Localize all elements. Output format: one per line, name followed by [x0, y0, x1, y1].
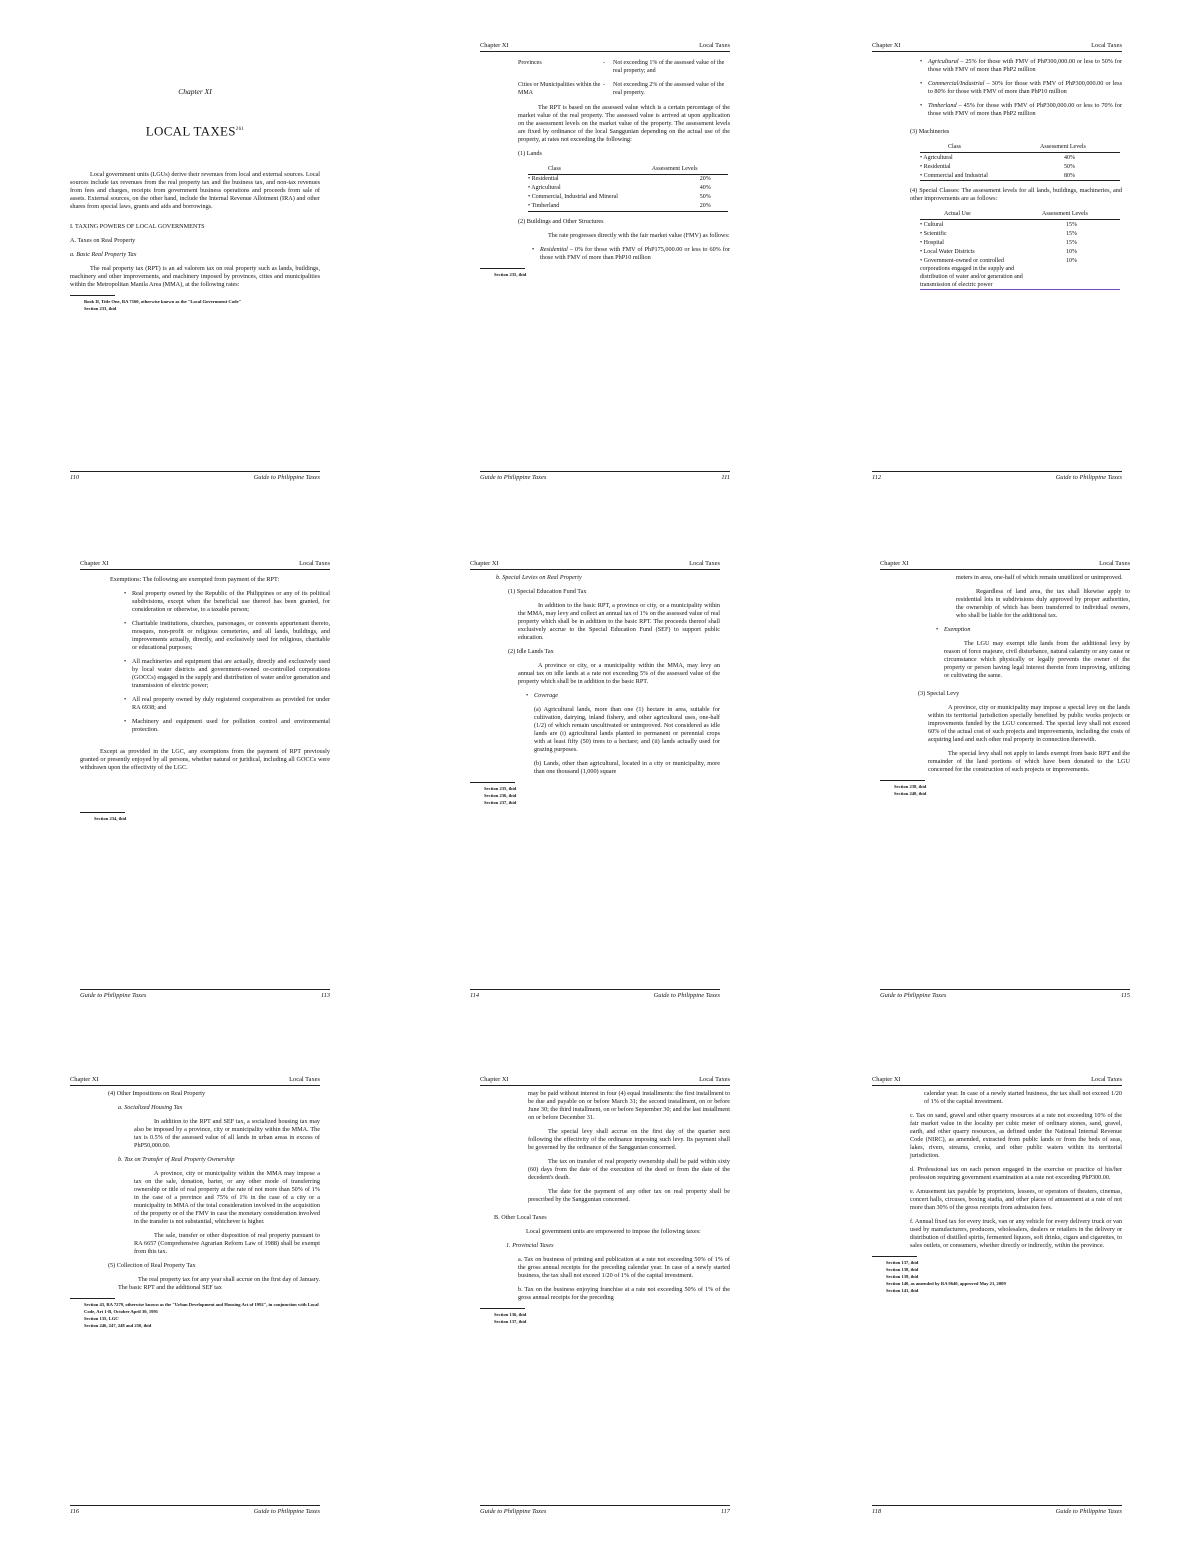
footnote: Section 139, ibid [886, 1274, 919, 1279]
list-item: • Exemption [936, 626, 1130, 634]
body-paragraph: The RPT is based on the assessed value which is a certain percentage of the market value of the real property. The assessed value is arrived at upon application on the assessment levels on the market value of the property. The assessment levels are fixed by ordinance of the local Sanggunian depending on the actual use of the property, at rates not exceeding the following: [518, 103, 730, 143]
page-header: Chapter XI Local Taxes [872, 1076, 1122, 1086]
body-paragraph: The LGU may exempt idle lands from the additional levy by reason of force majeure, civil disturbance, natural calamity or any cause or circumstance which physically or legally prevents the owner of the property or person having legal interest therein from improving, utilizing or cultivating the same. [944, 640, 1130, 679]
provincial-taxes-heading: 1. Provincial Taxes [506, 1242, 554, 1249]
tax-item: c. Tax on sand, gravel and other quarry resources at a rate not exceeding 10% of the fair market value in the locality per cubic meter of ordinary stones, sand, gravel, earth, and other quarry resources, as defined under the National Internal Revenue Code (NIRC), as amended, extracted from public lands or from the beds of seas, lakes, rivers, streams, creeks, and other public waters within its territorial jurisdiction. [910, 1112, 1122, 1159]
body-paragraph: A province, city or municipality may impose a special levy on the lands within its territorial jurisdiction specially benefited by public works projects or improvements funded by the LGU concerned. The special levy shall not exceed 60% of the actual cost of such projects and improvements, including the costs of acquiring land and such other real property in connection therewith. [928, 704, 1130, 743]
footnote: Section 136, ibid [494, 1312, 527, 1317]
section-heading: I. TAXING POWERS OF LOCAL GOVERNMENTS [70, 223, 205, 231]
list-item: • Real property owned by the Republic of the Philippines or any of its political subdivisions, except when the beneficial use thereof has been granted, for consideration or otherwise, to a taxable person; [124, 590, 330, 614]
list-item: • Charitable institutions, churches, parsonages, or convents appurtenant thereto, mosques, non-profit or religious cemeteries, and all lands, buildings, and improvements actually, directly, and exclusively used for religious, charitable or educational purposes; [124, 620, 330, 652]
page-number: 115 [1120, 992, 1130, 999]
page-header: Chapter XI Local Taxes [880, 560, 1130, 570]
body-paragraph: The special levy shall not apply to lands exempt from basic RPT and the remainder of the land portions of which have been donated to the LGU concerned for the construction of such projects or improvements. [928, 750, 1130, 773]
body-paragraph: The real property tax (RPT) is an ad valorem tax on real property such as lands, buildings, machinery and other improvements, and machinery imposed by provinces, cities and municipalities within the Metropolitan Manila Area (MMA), at the following rates: [70, 265, 320, 289]
page-114 [470, 560, 720, 1000]
page-footer [480, 471, 730, 482]
page-number: 112 [872, 474, 882, 481]
page-header: Chapter XI Local Taxes [80, 560, 330, 570]
body-paragraph: A province or city, or a municipality within the MMA, may levy an annual tax on idle lands at a rate not exceeding 5% of the assessed value of the property which shall be in addition to the basic RPT. [518, 662, 720, 685]
tax-item: e. Amusement tax payable by proprietors, lessees, or operators of theaters, cinemas, concert halls, circuses, boxing stadia, and other places of amusement at a rate of not more than 30% of the gross receipts from admission fees. [910, 1188, 1122, 1211]
sub-subsection-heading: a. Basic Real Property Tax [70, 251, 137, 259]
col-class: Class [528, 164, 640, 175]
body-paragraph: The real property tax for any year shall accrue on the first day of January. The basic RPT and the additional SEF tax [118, 1276, 320, 1291]
page-footer [880, 989, 1130, 1000]
body-paragraph: Except as provided in the LGC, any exemptions from the payment of RPT previously granted or presently enjoyed by all persons, whether natural or juridical, including all GOCCs were withdrawn upon the effectivity of the LGC. [80, 748, 330, 771]
footnote: Section 137, ibid [886, 1260, 919, 1265]
footnote: Section 235, ibid [494, 271, 527, 277]
footnote-divider [70, 295, 115, 296]
col-class: Class [920, 142, 1028, 153]
body-paragraph: meters in area, one-half of which remain unutilized or unimproved. [956, 574, 1123, 581]
page-113 [80, 560, 330, 1000]
table-row: • Residential 50% [920, 163, 1076, 170]
page-footer [470, 989, 720, 1000]
footnote: Section 43, RA 7279, otherwise known as the "Urban Development and Housing Act of 1992", in conjunction with Local Code, Art 1-B, October April 30, 1991 [84, 1302, 319, 1314]
housing-tax-heading: a. Socialized Housing Tax [118, 1104, 183, 1111]
exemptions-heading: Exemptions: The following are exempted from payment of the RPT: [110, 576, 280, 583]
page-number: 118 [872, 1508, 882, 1515]
special-classes-table [920, 209, 1120, 290]
list-item: • Timberland – 45% for those with FMV of PhP300,000.00 or less to 70% for those with FMV of more than PhP2 million [920, 102, 1122, 118]
rate-table [480, 58, 730, 98]
page-title: LOCAL TAXES$^{261}$ [145, 123, 245, 139]
table-row: • Agricultural 40% [920, 154, 1076, 161]
table-row: • Residential 20% [528, 176, 711, 182]
book-title: Guide to Philippine Taxes [253, 474, 320, 481]
page-number: 113 [320, 992, 330, 999]
page-footer [872, 1505, 1122, 1516]
table-row: • Government-owned or controlled corporations engaged in the supply and distribution of water and/or generation and transmission of electric power 10% [920, 256, 1120, 290]
footnote: Section 236, ibid [484, 793, 517, 798]
subsection-heading: A. Taxes on Real Property [70, 237, 136, 245]
footnote-divider [480, 1308, 525, 1309]
body-paragraph: In addition to the basic RPT, a province or city, or a municipality within the MMA, may levy and collect an annual tax of 1% on the assessed value of real property which shall be in addition to the basic RPT. The proceeds thereof shall exclusively accrue to the Special Education Fund (SEF) to support public education. [518, 602, 720, 641]
footnote: Section 240, ibid [894, 791, 927, 796]
title-footnote-ref: 261 [235, 127, 245, 132]
special-classes-heading: (4) Special Classes: The assessment levels for all lands, buildings, machineries, and other improvements are as follows: [910, 187, 1122, 202]
machineries-heading: (3) Machineries [910, 128, 950, 135]
subsection-heading: (4) Other Impositions on Real Property [108, 1090, 206, 1097]
footnote-divider [70, 1298, 115, 1299]
book-title: Guide to Philippine Taxes [480, 474, 547, 481]
page-115 [880, 560, 1130, 1000]
page-116 [70, 1076, 320, 1516]
special-levy-heading: (3) Special Levy [918, 690, 960, 697]
table-row: • Agricultural 40% [528, 185, 711, 191]
page-footer [80, 989, 330, 1000]
footnote-divider [80, 812, 125, 813]
machineries-table [920, 142, 1120, 181]
page-header: Chapter XI Local Taxes [480, 42, 730, 52]
list-item: • Commercial/Industrial – 30% for those with FMV of PhP300,000.00 or less to 80% for those with FMV of more than PhP10 million [920, 80, 1122, 96]
table-row: • Timberland 20% [528, 202, 728, 212]
page-number: 116 [70, 1508, 80, 1515]
page-footer [70, 471, 320, 482]
page-number: 114 [470, 992, 480, 999]
list-item: • All real property owned by duly registered cooperatives as provided for under RA 6938; and [124, 696, 330, 712]
body-paragraph: may be paid without interest in four (4) equal installments: the first installment to be due and payable on or before March 31; the second installment, on or before June 30; the third installment, on or before September 30; and the last installment on or before December 31. [528, 1090, 730, 1121]
book-title: Guide to Philippine Taxes [253, 1508, 320, 1515]
col-level: Assessment Levels [1030, 209, 1120, 220]
list-item: • Coverage [526, 692, 720, 700]
book-title: Guide to Philippine Taxes [480, 1508, 547, 1515]
footnote: Section 138, ibid [886, 1267, 919, 1272]
book-title: Guide to Philippine Taxes [880, 992, 947, 999]
body-paragraph: The date for the payment of any other tax on real property shall be prescribed by the Sanggunian concerned. [528, 1188, 730, 1203]
footnote: Section 237, ibid [484, 800, 517, 805]
page-112 [872, 42, 1122, 482]
tax-item: d. Professional tax on each person engaged in the exercise or practice of his/her profession requiring government examination at a rate not exceeding PhP300.00. [910, 1166, 1122, 1181]
col-level: Assessment Levels [640, 164, 728, 175]
lands-heading: (1) Lands [518, 149, 542, 157]
page-header: Chapter XI Local Taxes [872, 42, 1122, 52]
page-118 [872, 1076, 1122, 1516]
page-header: Chapter XI Local Taxes [70, 1076, 320, 1086]
tax-item: a. Tax on business of printing and publication at a rate not exceeding 50% of 1% of the gross annual receipts for the preceding calendar year. In case of a newly started business, the tax shall not exceed 1/20 of 1% of the capital investment. [518, 1256, 730, 1279]
table-row: • Hospital 15% [920, 239, 1077, 246]
page-117 [480, 1076, 730, 1516]
footnote-divider [470, 782, 515, 783]
body-paragraph: Local government units are empowered to impose the following taxes: [526, 1228, 701, 1235]
page-110 [70, 42, 320, 482]
book-title: Guide to Philippine Taxes [653, 992, 720, 999]
body-paragraph: The special levy shall accrue on the first day of the quarter next following the effectivity of the ordinance imposing such levy. Its payment shall be governed by the ordinance of the Sanggunian concerned. [528, 1128, 730, 1151]
body-paragraph: calendar year. In case of a newly started business, the tax shall not exceed 1/20 of 1% of the capital investment. [924, 1090, 1122, 1105]
lands-table [528, 164, 728, 212]
footnote: Section 234, ibid [94, 816, 127, 821]
page-number: 110 [70, 474, 80, 481]
book-title: Guide to Philippine Taxes [80, 992, 147, 999]
footnote: Section 246, 247, 248 and 250, ibid [84, 1323, 152, 1328]
footnote: Section 235, ibid [484, 786, 517, 791]
footnote: Section 135, LGC [84, 1316, 119, 1321]
page-footer [70, 1505, 320, 1516]
subsection-heading: B. Other Local Taxes [494, 1214, 547, 1221]
body-paragraph: The tax on transfer of real property ownership shall be paid within sixty (60) days from the date of the execution of the deed or from the date of the decedent's death. [528, 1158, 730, 1181]
coverage-item: (a) Agricultural lands, more than one (1) hectare in area, suitable for cultivation, dairying, inland fishery, and other agricultural uses, one-half (1/2) of which remain uncultivated or unimproved. Not considered as idle lands are (i) agricultural lands planted to permanent or perennial crops with at least fifty (50) trees to a hectare; and (ii) lands actually used for grazing purposes. [534, 706, 720, 753]
table-row: • Cultural 15% [920, 221, 1077, 228]
page-footer [480, 1505, 730, 1516]
list-item: • Agricultural – 25% for those with FMV of PhP300,000.00 or less to 50% for those with FMV of more than PhP2 million [920, 58, 1122, 74]
footnote-divider [480, 268, 525, 269]
chapter-label: Chapter XI [178, 87, 212, 96]
table-row: • Commercial and Industrial 80% [920, 171, 1120, 181]
rate-row: Provinces - Not exceeding 1% of the assessed value of the real property; and [518, 59, 725, 74]
col-use: Actual Use [920, 209, 1030, 220]
table-row: • Commercial, Industrial and Mineral 50% [528, 194, 711, 200]
footnote: Section 141, ibid [886, 1288, 919, 1293]
page-number: 117 [720, 1508, 730, 1515]
book-title: Guide to Philippine Taxes [1055, 474, 1122, 481]
footnote-divider [880, 780, 925, 781]
sef-heading: (1) Special Education Fund Tax [508, 588, 587, 595]
footnote: Section 238, ibid [894, 784, 927, 789]
list-item: • Machinery and equipment used for pollution control and environmental protection. [124, 718, 330, 734]
transfer-tax-heading: b. Tax on Transfer of Real Property Ownership [118, 1156, 235, 1163]
footnote: Section 140, as amended by RA 9640, approved May 21, 2009 [886, 1281, 1006, 1286]
page-number: 111 [721, 474, 730, 481]
table-row: • Scientific 15% [920, 230, 1077, 237]
body-paragraph: The sale, transfer or other disposition of real property pursuant to RA 6657 (Comprehensive Agrarian Reform Law of 1988) shall be exempt from this tax. [134, 1232, 320, 1255]
table-row: • Local Water Districts 10% [920, 248, 1077, 255]
page-header: Chapter XI Local Taxes [470, 560, 720, 570]
subsection-heading: b. Special Levies on Real Property [496, 574, 582, 581]
buildings-heading: (2) Buildings and Other Structures [518, 217, 604, 225]
body-paragraph: A province, city or municipality within the MMA may impose a tax on the sale, donation, barter, or any other mode of transferring ownership or title of real property at the rate of not more than 50% of 1% in the case of a province and 75% of 1% in the case of a city or a municipality in MMA of the total consideration involved in the acquisition of the property or of the FMV in case the monetary consideration involved in the transfer is not substantial, whichever is higher. [134, 1170, 320, 1225]
tax-item: b. Tax on the business enjoying franchise at a rate not exceeding 50% of 1% of the gross annual receipts for the preceding [518, 1286, 730, 1301]
page-header: Chapter XI Local Taxes [480, 1076, 730, 1086]
coverage-item: (b) Lands, other than agricultural, located in a city or municipality, more than one thousand (1,000) square [534, 760, 720, 775]
collection-heading: (5) Collection of Real Property Tax [108, 1262, 196, 1269]
intro-paragraph: Local government units (LGUs) derive their revenues from local and external sources. Local sources include tax revenues from the real property tax and the business tax, and non-tax revenues from fees and charges, receipts from government business operations and proceeds from sale of assets. External sources, on the other hand, include the Internal Revenue Allotment (IRA) and other shares from special laws, grants and aids and borrowings. [70, 171, 320, 211]
footnote: Book II, Title One, RA 7160, otherwise known as the "Local Government Code" [84, 299, 242, 305]
list-item: • All machineries and equipment that are actually, directly and exclusively used by local water districts and government-owned or-controlled corporations (GOCCs) engaged in the supply and distribution of water and/or generation and transmission of electric power; [124, 658, 330, 690]
col-level: Assessment Levels [1028, 142, 1120, 153]
book-title: Guide to Philippine Taxes [1055, 1508, 1122, 1515]
tax-item: f. Annual fixed tax for every truck, van or any vehicle for every delivery truck or van used by manufacturers, producers, wholesalers, dealers or retailers in the delivery or distribution of distilled spirits, fermented liquors, soft drinks, cigars and cigarettes, to sales outlets, or consumers, whether directly or indirectly, within the province. [910, 1218, 1122, 1249]
footnote-divider [872, 1256, 917, 1257]
body-paragraph: Regardless of land area, the tax shall likewise apply to residential lots in subdivisions duly approved by proper authorities, the ownership of which has been transferred to individual owners, who shall be liable for the additional tax. [956, 588, 1130, 619]
body-paragraph: In addition to the RPT and SEF tax, a socialized housing tax may also be imposed by a province, city or municipality within the MMA. The tax is 0.5% of the assessed value of all lands in urban areas in excess of PhP50,000.00. [134, 1118, 320, 1149]
list-item: • Residential – 0% for those with FMV of PhP175,000.00 or less to 60% for those with FMV of more than PhP10 million [532, 246, 730, 262]
body-paragraph: The rate progresses directly with the fair market value (FMV) as follows: [548, 231, 730, 239]
page-footer [872, 471, 1122, 482]
page-111 [480, 42, 730, 482]
footnote: Section 233, ibid [84, 306, 117, 312]
rate-row: Cities or Municipalities within the MMA - Not exceeding 2% of the assessed value of the real property. [518, 82, 725, 96]
footnote: Section 137, ibid [494, 1319, 527, 1324]
idle-lands-heading: (2) Idle Lands Tax [508, 648, 554, 655]
